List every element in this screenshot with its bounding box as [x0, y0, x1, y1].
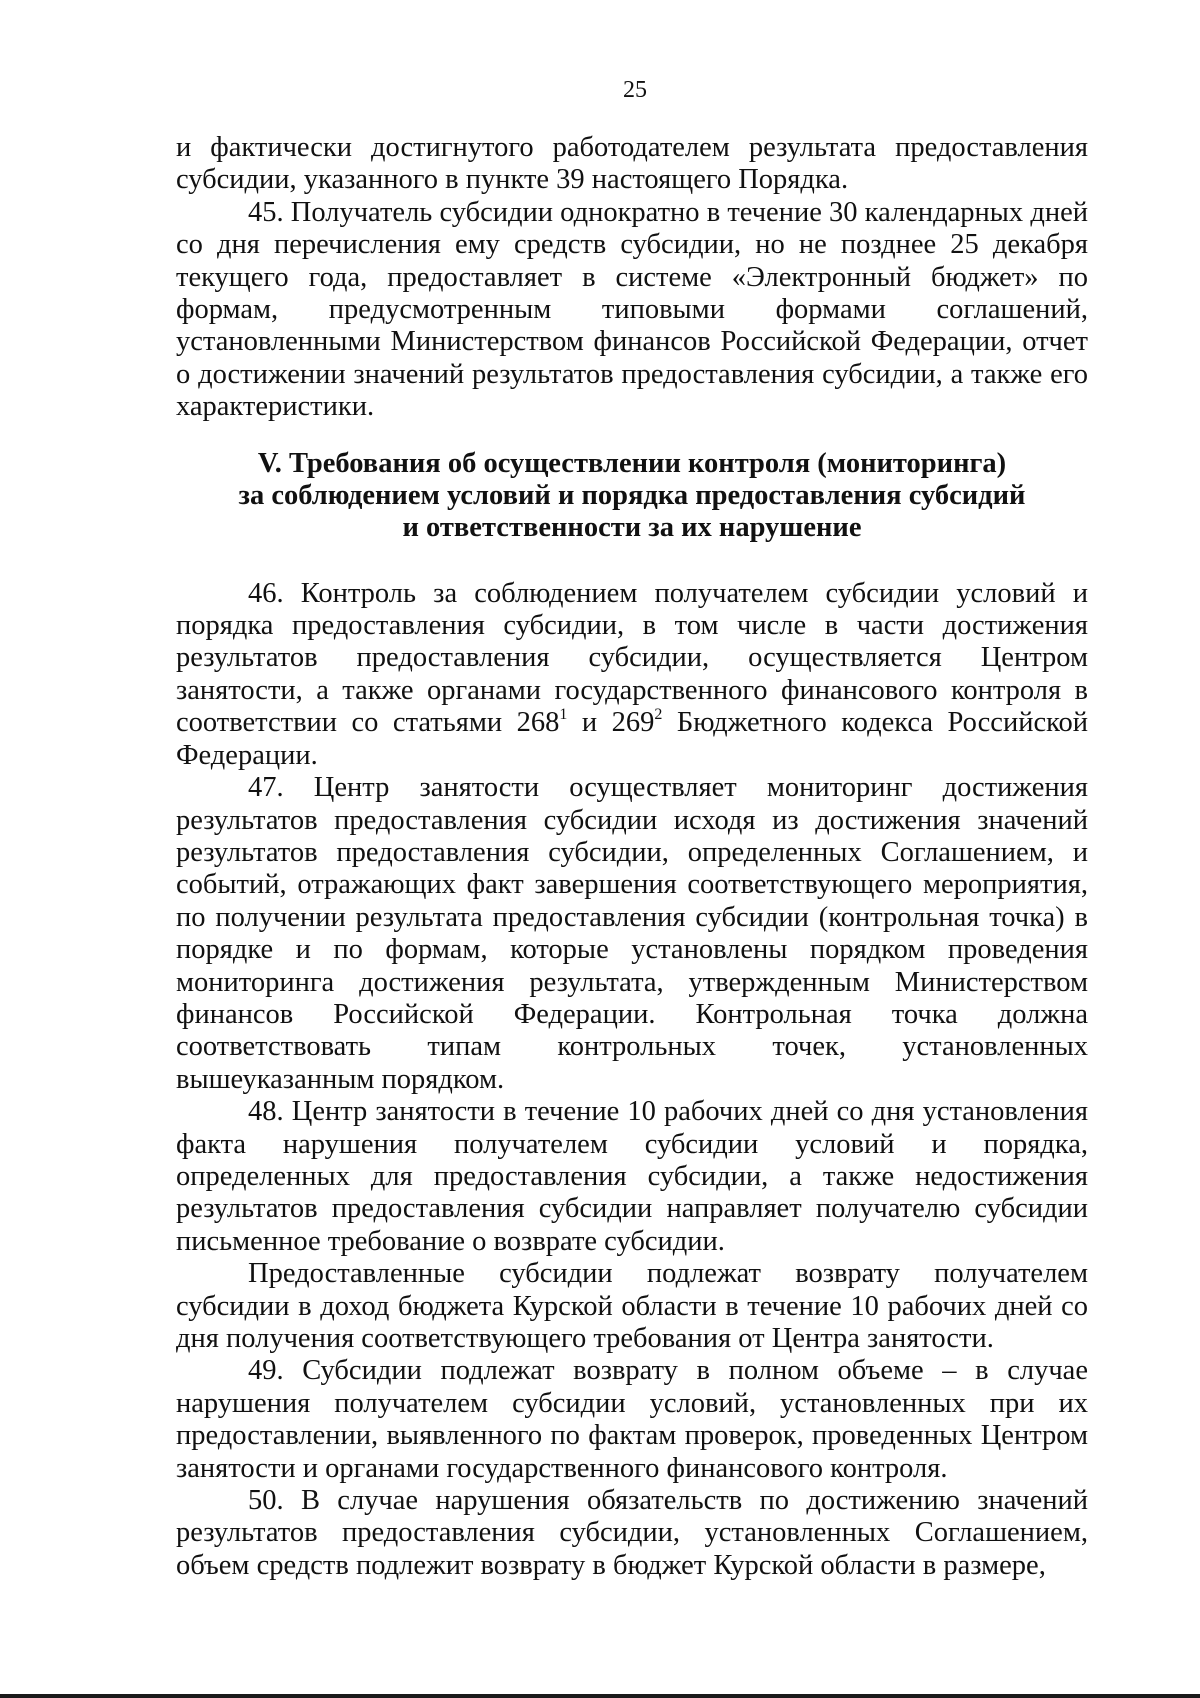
page-number: 25	[623, 77, 647, 103]
paragraph-48: 48. Центр занятости в течение 10 рабочих дней со дня установления факта нарушения получателем субсидии условий и порядка, определенных для предоставления субсидии, а также недостижения результатов предоставления субсидии направляет получателю субсидии письменное требование о возврате субсидии.	[176, 1096, 1088, 1257]
section-heading-line-3: и ответственности за их нарушение	[402, 511, 862, 543]
paragraph-46-text-3: Бюджетного кодекса Российской Федерации.	[176, 707, 1088, 771]
paragraph-45: 45. Получатель субсидии однократно в течение 30 календарных дней со дня перечисления ему средств субсидии, но не позднее 25 декабря текущего года, предоставляет в системе «Электронный бюджет» по формам, предусмотренным типовыми формами соглашений, установленными Министерством финансов Российской Федерации, отчет о достижении значений результатов предоставления субсидии, а также его характеристики.	[176, 196, 1088, 423]
paragraph-46-text-2: и 269	[567, 707, 655, 739]
paragraph-50: 50. В случае нарушения обязательств по достижению значений результатов предоставления субсидии, установленных Соглашением, объем средств подлежит возврату в бюджет Курской области в размере,	[176, 1485, 1088, 1581]
superscript-2: 2	[654, 706, 663, 724]
document-body	[176, 132, 1088, 1582]
section-heading	[176, 448, 1088, 544]
section-heading-line-1: V. Требования об осуществлении контроля (мониторинга)	[257, 447, 1007, 479]
paragraph-49: 49. Субсидии подлежат возврату в полном объеме – в случае нарушения получателем субсидии условий, установленных при их предоставлении, выявленного по фактам проверок, проведенных Центром занятости и органами государственного финансового контроля.	[176, 1355, 1088, 1484]
paragraph-48-continued: Предоставленные субсидии подлежат возврату получателем субсидии в доход бюджета Курской области в течение 10 рабочих дней со дня получения соответствующего требования от Центра занятости.	[176, 1258, 1088, 1354]
superscript-1: 1	[559, 706, 568, 724]
paragraph-continuation: и фактически достигнутого работодателем результата предоставления субсидии, указанного в пункте 39 настоящего Порядка.	[176, 132, 1088, 196]
paragraph-47: 47. Центр занятости осуществляет мониторинг достижения результатов предоставления субсидии исходя из достижения значений результатов предоставления субсидии, определенных Соглашением, и событий, отражающих факт завершения соответствующего мероприятия, по получении результата предоставления субсидии (контрольная точка) в порядке и по формам, которые установлены порядком проведения мониторинга достижения результата, утвержденным Министерством финансов Российской Федерации. Контрольная точка должна соответствовать типам контрольных точек, установленных вышеуказанным порядком.	[176, 772, 1088, 1095]
section-heading-line-2: за соблюдением условий и порядка предоставления субсидий	[238, 479, 1026, 511]
paragraph-46	[176, 578, 1088, 772]
paragraph-46-text-1: 46. Контроль за соблюдением получателем субсидии условий и порядка предоставления субсидии, в том числе в части достижения результатов предоставления субсидии, осуществляется Центром занятости, а также органами государственного финансового контроля в соответствии со статьями 268	[176, 577, 1088, 739]
scan-bottom-edge	[0, 1694, 1200, 1698]
